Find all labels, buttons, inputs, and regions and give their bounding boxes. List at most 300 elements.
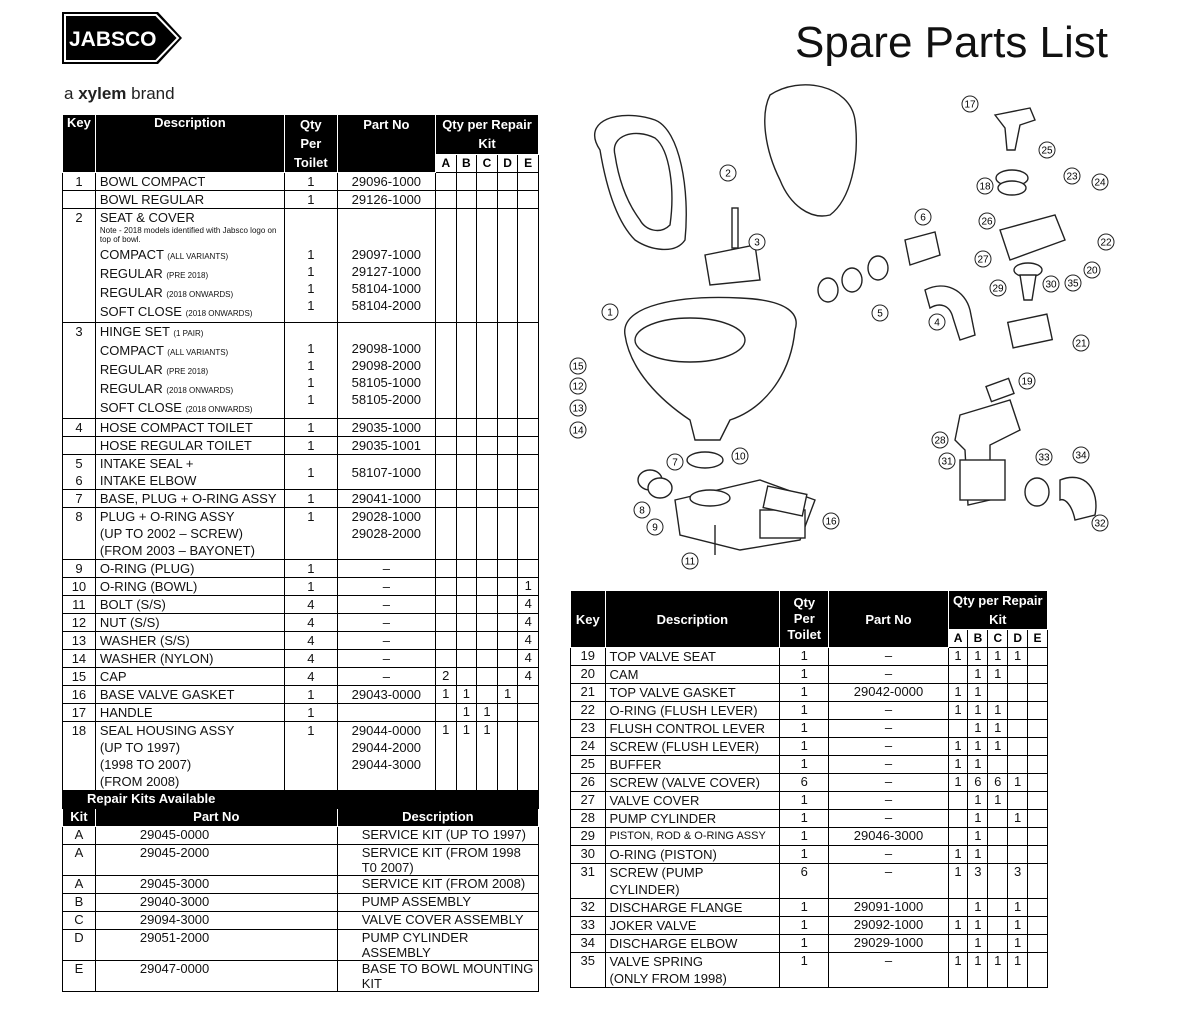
repair-kit-row [63, 930, 539, 961]
kit-qty-cell [435, 560, 456, 578]
kit-qty-cell [497, 578, 518, 596]
kit-qty-cell [1028, 702, 1048, 720]
description-cell: HANDLE [95, 704, 284, 722]
kit-qty-cell [497, 419, 518, 437]
table-row [571, 648, 1048, 666]
qty-cell: 1 1 1 1 [284, 323, 337, 419]
callout-label-28: 28 [934, 435, 946, 447]
callout-label-27: 27 [977, 254, 989, 266]
callout-label-29: 29 [992, 283, 1004, 295]
table-row [571, 684, 1048, 702]
kit-qty-cell [1028, 846, 1048, 864]
kit-description: PUMP ASSEMBLY [337, 894, 538, 912]
header-qty-right: Qty Per Toilet [780, 591, 829, 648]
qty-cell: 1 [780, 666, 829, 684]
kit-qty-cell [435, 596, 456, 614]
header-description: Description [95, 115, 284, 173]
description-cell: O-RING (PLUG) [95, 560, 284, 578]
kit-qty-cell: 4 [518, 614, 539, 632]
kit-qty-cell: 3 [1008, 864, 1028, 899]
kit-qty-cell: 1 [477, 722, 498, 791]
part-no-cell: 29098-1000 29098-2000 58105-1000 58105-2000 [337, 323, 435, 419]
callout-label-17: 17 [964, 99, 976, 111]
kit-qty-cell: 4 [518, 632, 539, 650]
kit-qty-cell [518, 490, 539, 508]
kit-qty-cell [456, 614, 477, 632]
key-cell: 35 [571, 953, 606, 988]
kit-qty-cell [1008, 702, 1028, 720]
repair-kit-row [63, 876, 539, 894]
table-row [63, 191, 539, 209]
qty-cell: 1 [780, 684, 829, 702]
header-qty-repair-kit-right: Qty per Repair Kit [948, 591, 1047, 630]
description-cell: SCREW (VALVE COVER) [605, 774, 780, 792]
callout-label-15: 15 [572, 361, 584, 373]
key-cell: 3 [63, 323, 96, 419]
callout-label-11: 11 [684, 556, 696, 568]
key-cell: 2 [63, 209, 96, 323]
table-row [571, 720, 1048, 738]
callout-label-22: 22 [1100, 237, 1112, 249]
kit-qty-cell [497, 668, 518, 686]
part-no-cell: – [337, 578, 435, 596]
callout-label-19: 19 [1021, 376, 1033, 388]
callout-label-12: 12 [572, 381, 584, 393]
kit-qty-cell: 1 [1008, 810, 1028, 828]
kit-qty-cell: 1 [968, 810, 988, 828]
key-cell: 21 [571, 684, 606, 702]
repair-kit-row [63, 961, 539, 992]
callout-label-26: 26 [981, 216, 993, 228]
exploded-parts-diagram [560, 80, 1160, 580]
description-cell: BASE VALVE GASKET [95, 686, 284, 704]
kit-qty-cell: 1 [988, 720, 1008, 738]
header-part-no-right: Part No [829, 591, 948, 648]
kit-qty-cell [518, 508, 539, 560]
kit-qty-cell [477, 632, 498, 650]
kit-qty-cell [456, 632, 477, 650]
kit-qty-cell [1028, 666, 1048, 684]
description-cell: SEAT & COVER Note - 2018 models identified with Jabsco logo on top of bowl. COMPACT (ALL VARIANTS) REGULAR (PRE 2018) REGULAR (2018 ONWARDS) SOFT CLOSE (2018 ONWARDS) [95, 209, 284, 323]
kit-qty-cell: 1 [435, 686, 456, 704]
part-no-cell: – [829, 648, 948, 666]
kit-qty-cell [1028, 756, 1048, 774]
kit-qty-cell: 1 [968, 935, 988, 953]
description-cell: VALVE COVER [605, 792, 780, 810]
description-cell: INTAKE SEAL + INTAKE ELBOW [95, 455, 284, 490]
qty-cell: 4 [284, 668, 337, 686]
qty-cell: 6 [780, 774, 829, 792]
header-qty: Qty Per Toilet [284, 115, 337, 173]
kit-qty-cell [518, 455, 539, 490]
callout-label-3: 3 [754, 237, 760, 249]
table-row [571, 702, 1048, 720]
description-cell: JOKER VALVE [605, 917, 780, 935]
qty-cell: 1 [780, 917, 829, 935]
parts-table-right [570, 590, 1048, 988]
kit-qty-cell [518, 323, 539, 419]
key-cell: 33 [571, 917, 606, 935]
part-no-cell: 29091-1000 [829, 899, 948, 917]
key-cell: 12 [63, 614, 96, 632]
kit-qty-cell [435, 650, 456, 668]
kit-qty-cell: 1 [948, 953, 968, 988]
table-row [571, 810, 1048, 828]
description-cell: HINGE SET (1 PAIR) COMPACT (ALL VARIANTS) REGULAR (PRE 2018) REGULAR (2018 ONWARDS) SOFT CLOSE (2018 ONWARDS) [95, 323, 284, 419]
callout-label-33: 33 [1038, 452, 1050, 464]
kit-qty-cell: 1 [948, 864, 968, 899]
kit-qty-cell [477, 508, 498, 560]
qty-cell: 4 [284, 614, 337, 632]
kit-part-no: 29047-0000 [95, 961, 337, 992]
kit-qty-cell [518, 419, 539, 437]
part-no-cell: 29092-1000 [829, 917, 948, 935]
kit-col-header: Kit [63, 809, 96, 827]
callout-label-4: 4 [934, 317, 940, 329]
qty-cell: 1 [284, 686, 337, 704]
kit-qty-cell [1008, 738, 1028, 756]
description-cell: WASHER (S/S) [95, 632, 284, 650]
kit-letter: A [63, 845, 96, 876]
callout-label-21: 21 [1075, 338, 1087, 350]
table-row [63, 614, 539, 632]
kit-part-no: 29045-3000 [95, 876, 337, 894]
brand-tagline: a xylem brand [64, 84, 175, 103]
qty-cell: 6 [780, 864, 829, 899]
kit-qty-cell [435, 209, 456, 323]
part-no-cell: 29096-1000 [337, 173, 435, 191]
kit-qty-cell [1008, 756, 1028, 774]
key-cell: 30 [571, 846, 606, 864]
kit-qty-cell [518, 437, 539, 455]
table-row [63, 560, 539, 578]
description-cell: SEAL HOUSING ASSY (UP TO 1997) (1998 TO 2007) (FROM 2008) [95, 722, 284, 791]
key-cell: 25 [571, 756, 606, 774]
parts-table-left [62, 114, 539, 992]
callout-label-1: 1 [607, 307, 613, 319]
kit-qty-cell [477, 323, 498, 419]
kit-qty-cell [477, 437, 498, 455]
kit-qty-cell [1008, 828, 1028, 846]
cover-drawing [765, 85, 856, 216]
part-no-cell: 29035-1000 [337, 419, 435, 437]
part-no-cell: 29097-1000 29127-1000 58104-1000 58104-2000 [337, 209, 435, 323]
kit-qty-cell: 1 [1008, 917, 1028, 935]
kit-qty-cell [1028, 684, 1048, 702]
description-cell: TOP VALVE GASKET [605, 684, 780, 702]
table-row [571, 774, 1048, 792]
key-cell: 13 [63, 632, 96, 650]
table-row [63, 173, 539, 191]
kit-qty-cell [477, 596, 498, 614]
kit-qty-cell [497, 490, 518, 508]
qty-cell: 1 [780, 846, 829, 864]
kit-qty-cell [435, 323, 456, 419]
kit-description: PUMP CYLINDER ASSEMBLY [337, 930, 538, 961]
callout-label-16: 16 [825, 516, 837, 528]
kit-qty-cell: 1 [948, 738, 968, 756]
callout-label-10: 10 [734, 451, 746, 463]
key-cell: 18 [63, 722, 96, 791]
kit-header-C: C [477, 154, 498, 172]
part-no-cell: 29046-3000 [829, 828, 948, 846]
callout-label-7: 7 [672, 457, 678, 469]
kit-qty-cell [456, 191, 477, 209]
kit-qty-cell [497, 596, 518, 614]
kit-qty-cell [435, 614, 456, 632]
kit-qty-cell [988, 810, 1008, 828]
kit-header-A: A [435, 154, 456, 172]
kit-qty-cell [435, 191, 456, 209]
kit-letter: E [63, 961, 96, 992]
header-description-right: Description [605, 591, 780, 648]
kit-qty-cell [497, 560, 518, 578]
kit-qty-cell [456, 508, 477, 560]
kit-qty-cell [477, 686, 498, 704]
part-no-cell: – [337, 560, 435, 578]
table-row [571, 917, 1048, 935]
header-key-right: Key [571, 591, 606, 648]
kit-qty-cell [1008, 846, 1028, 864]
key-cell: 23 [571, 720, 606, 738]
kit-qty-cell [477, 209, 498, 323]
description-cell: WASHER (NYLON) [95, 650, 284, 668]
part-no-cell: 29126-1000 [337, 191, 435, 209]
description-cell: O-RING (FLUSH LEVER) [605, 702, 780, 720]
kit-qty-cell: 1 [988, 648, 1008, 666]
kit-description: BASE TO BOWL MOUNTING KIT [337, 961, 538, 992]
description-cell: PISTON, ROD & O-RING ASSY [605, 828, 780, 846]
callout-label-20: 20 [1086, 265, 1098, 277]
repair-kit-row [63, 894, 539, 912]
repair-kit-row [63, 912, 539, 930]
kit-description: SERVICE KIT (FROM 2008) [337, 876, 538, 894]
table-row [571, 738, 1048, 756]
table-row [571, 846, 1048, 864]
description-cell: DISCHARGE ELBOW [605, 935, 780, 953]
kit-qty-cell [1028, 738, 1048, 756]
key-cell: 32 [571, 899, 606, 917]
kit-qty-cell [988, 846, 1008, 864]
kit-qty-cell [497, 650, 518, 668]
repair-kits-title: Repair Kits Available [63, 791, 539, 809]
kit-qty-cell: 1 [948, 684, 968, 702]
description-cell: TOP VALVE SEAT [605, 648, 780, 666]
table-row [571, 792, 1048, 810]
qty-cell: 1 [780, 810, 829, 828]
kit-header-B: B [456, 154, 477, 172]
kit-qty-cell: 1 [988, 666, 1008, 684]
kit-qty-cell [948, 899, 968, 917]
kit-part-no: 29045-0000 [95, 827, 337, 845]
kit-qty-cell [988, 864, 1008, 899]
repair-kit-row [63, 845, 539, 876]
table-row [571, 953, 1048, 988]
kit-qty-cell: 1 [518, 578, 539, 596]
kit-qty-cell [477, 191, 498, 209]
callout-label-2: 2 [725, 168, 731, 180]
kit-qty-cell [948, 828, 968, 846]
description-cell: BOWL COMPACT [95, 173, 284, 191]
kit-letter: D [63, 930, 96, 961]
kit-description: SERVICE KIT (FROM 1998 T0 2007) [337, 845, 538, 876]
kit-qty-cell [456, 419, 477, 437]
kit-qty-cell [518, 686, 539, 704]
qty-cell: 1 [780, 702, 829, 720]
key-cell: 11 [63, 596, 96, 614]
key-cell: 27 [571, 792, 606, 810]
callout-label-14: 14 [572, 425, 584, 437]
kit-qty-cell: 1 [497, 686, 518, 704]
description-cell: O-RING (BOWL) [95, 578, 284, 596]
table-row [571, 828, 1048, 846]
kit-qty-cell [497, 614, 518, 632]
kit-qty-cell [497, 323, 518, 419]
table-row [571, 756, 1048, 774]
kit-qty-cell [497, 632, 518, 650]
kit-qty-cell [456, 323, 477, 419]
kit-qty-cell [1028, 720, 1048, 738]
kit-part-no: 29051-2000 [95, 930, 337, 961]
kit-qty-cell: 1 [948, 846, 968, 864]
part-no-cell [337, 704, 435, 722]
kit-qty-cell: 3 [968, 864, 988, 899]
table-row [63, 455, 539, 490]
kit-part-no: 29040-3000 [95, 894, 337, 912]
key-cell: 28 [571, 810, 606, 828]
kit-qty-cell: 6 [968, 774, 988, 792]
kit-qty-cell [1008, 720, 1028, 738]
key-cell: 19 [571, 648, 606, 666]
qty-cell: 1 [780, 756, 829, 774]
key-cell: 15 [63, 668, 96, 686]
key-cell: 1 [63, 173, 96, 191]
kit-qty-cell [1008, 666, 1028, 684]
key-cell: 8 [63, 508, 96, 560]
table-row [63, 323, 539, 419]
kit-qty-cell [1028, 935, 1048, 953]
callout-label-24: 24 [1094, 177, 1106, 189]
qty-cell: 1 [284, 191, 337, 209]
header-qty-repair-kit: Qty per Repair Kit [435, 115, 538, 155]
kit-qty-cell [456, 173, 477, 191]
part-no-cell: 29044-0000 29044-2000 29044-3000 [337, 722, 435, 791]
qty-cell: 1 [284, 490, 337, 508]
kit-header-D: D [497, 154, 518, 172]
qty-cell: 1 [780, 738, 829, 756]
kit-qty-cell [988, 899, 1008, 917]
description-cell: DISCHARGE FLANGE [605, 899, 780, 917]
kit-qty-cell [1008, 684, 1028, 702]
key-cell [63, 437, 96, 455]
kit-qty-cell [518, 173, 539, 191]
kit-qty-cell: 1 [968, 684, 988, 702]
key-cell: 17 [63, 704, 96, 722]
table-row [63, 704, 539, 722]
kit-header-A: A [948, 630, 968, 648]
qty-cell: 1 [284, 419, 337, 437]
qty-cell: 1 1 1 1 [284, 209, 337, 323]
description-cell: CAM [605, 666, 780, 684]
kit-qty-cell [518, 704, 539, 722]
kit-qty-cell: 1 [456, 722, 477, 791]
kit-qty-cell [477, 614, 498, 632]
key-cell: 4 [63, 419, 96, 437]
part-no-cell: – [829, 953, 948, 988]
table-row [571, 899, 1048, 917]
qty-cell: 1 [780, 828, 829, 846]
kit-qty-cell: 1 [948, 756, 968, 774]
kit-qty-cell: 1 [1008, 935, 1028, 953]
qty-cell: 1 [284, 704, 337, 722]
table-row [63, 578, 539, 596]
kit-part-no: 29045-2000 [95, 845, 337, 876]
key-cell: 9 [63, 560, 96, 578]
kit-qty-cell [497, 455, 518, 490]
kit-qty-cell [435, 578, 456, 596]
kit-qty-cell [948, 720, 968, 738]
description-cell: PLUG + O-RING ASSY (UP TO 2002 – SCREW) (FROM 2003 – BAYONET) [95, 508, 284, 560]
kit-qty-cell [456, 650, 477, 668]
callout-label-25: 25 [1041, 145, 1053, 157]
kit-qty-cell [1028, 648, 1048, 666]
kit-qty-cell: 1 [1008, 648, 1028, 666]
qty-cell: 1 [284, 173, 337, 191]
kit-qty-cell [435, 490, 456, 508]
kit-qty-cell: 1 [456, 686, 477, 704]
key-cell: 20 [571, 666, 606, 684]
repair-kit-row [63, 827, 539, 845]
kit-qty-cell: 1 [968, 899, 988, 917]
kit-qty-cell: 1 [988, 953, 1008, 988]
key-cell: 26 [571, 774, 606, 792]
kit-qty-cell [518, 722, 539, 791]
kit-qty-cell: 1 [968, 648, 988, 666]
kit-letter: B [63, 894, 96, 912]
kit-description: VALVE COVER ASSEMBLY [337, 912, 538, 930]
key-cell: 7 [63, 490, 96, 508]
qty-cell: 1 [780, 720, 829, 738]
qty-cell: 4 [284, 650, 337, 668]
kit-header-B: B [968, 630, 988, 648]
kit-qty-cell: 1 [1008, 774, 1028, 792]
part-no-cell: 29041-1000 [337, 490, 435, 508]
key-cell: 22 [571, 702, 606, 720]
kit-qty-cell [456, 596, 477, 614]
kit-qty-cell: 1 [948, 648, 968, 666]
callout-label-31: 31 [941, 456, 953, 468]
kit-qty-cell: 4 [518, 596, 539, 614]
callout-label-32: 32 [1094, 518, 1106, 530]
key-cell: 5 6 [63, 455, 96, 490]
kit-header-E: E [518, 154, 539, 172]
key-cell: 34 [571, 935, 606, 953]
callout-label-35: 35 [1067, 278, 1079, 290]
qty-cell: 1 [780, 648, 829, 666]
callout-label-13: 13 [572, 403, 584, 415]
description-cell: CAP [95, 668, 284, 686]
table-row [571, 666, 1048, 684]
kit-qty-cell [518, 209, 539, 323]
kit-qty-cell [1028, 792, 1048, 810]
description-cell: HOSE REGULAR TOILET [95, 437, 284, 455]
qty-cell: 1 [780, 899, 829, 917]
kit-qty-cell [988, 828, 1008, 846]
header-part-no: Part No [337, 115, 435, 173]
kit-qty-cell: 1 [435, 722, 456, 791]
part-no-cell: – [829, 720, 948, 738]
callout-label-8: 8 [639, 505, 645, 517]
